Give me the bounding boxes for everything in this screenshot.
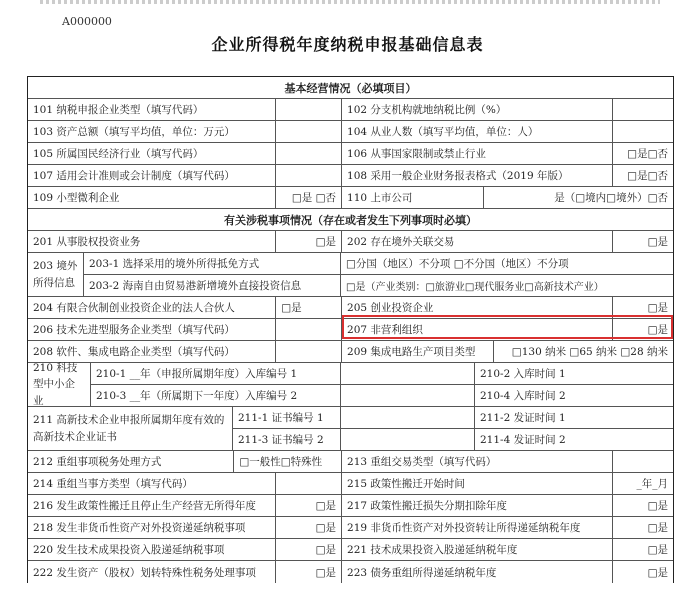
table-row bbox=[28, 231, 673, 253]
row-label: 101 纳税申报企业类型（填写代码） bbox=[28, 99, 276, 120]
row-label: 201 从事股权投资业务 bbox=[28, 231, 276, 252]
checkbox-options[interactable]: □是 bbox=[647, 522, 668, 534]
row-label: 217 政策性搬迁损失分期扣除年度 bbox=[342, 495, 613, 516]
row-label: 206 技术先进型服务企业类型（填写代码） bbox=[28, 319, 276, 340]
checkbox-options[interactable]: □分国（地区）不分项 □不分国（地区）不分项 bbox=[346, 257, 569, 270]
checkbox-options[interactable]: □是 bbox=[276, 561, 342, 583]
row-label: 107 适用会计准则或会计制度（填写代码） bbox=[28, 165, 276, 186]
table-row bbox=[28, 539, 673, 561]
row-label: 213 重组交易类型（填写代码） bbox=[342, 451, 613, 472]
row-label: 210-4 入库时间 2 bbox=[480, 389, 566, 402]
row-label: 211-4 发证时间 2 bbox=[480, 433, 566, 446]
checkbox-options[interactable]: □是□否 bbox=[627, 148, 668, 160]
row-label: 109 小型微利企业 bbox=[28, 187, 276, 208]
section-tax-header: 有关涉税事项情况（存在或者发生下列事项时必填） bbox=[28, 209, 673, 231]
document-code: A000000 bbox=[62, 15, 112, 28]
row-label: 211-3 证书编号 2 bbox=[233, 429, 341, 450]
row-value[interactable] bbox=[341, 385, 475, 406]
checkbox-options[interactable]: 是（□境内□境外）□否 bbox=[554, 192, 668, 204]
checkbox-options[interactable]: □是 bbox=[647, 324, 668, 336]
row-value[interactable] bbox=[276, 121, 342, 142]
row-label: 108 采用一般企业财务报表格式（2019 年版） bbox=[342, 165, 613, 186]
row-label: 203-2 海南自由贸易港新增境外直接投资信息 bbox=[84, 275, 341, 296]
row-label: 106 从事国家限制或禁止行业 bbox=[342, 143, 613, 164]
row-203-group bbox=[28, 253, 673, 297]
row-value[interactable] bbox=[276, 165, 342, 186]
row-label: 210-3 __年（所属期下一年度）入库编号 2 bbox=[91, 385, 341, 406]
row-label: 211 高新技术企业申报所属期年度有效的高新技术企业证书 bbox=[28, 407, 233, 450]
row-label: 218 发生非货币性资产对外投资递延纳税事项 bbox=[28, 517, 276, 538]
table-row bbox=[28, 495, 673, 517]
table-row bbox=[28, 517, 673, 539]
row-label: 216 发生政策性搬迁且停止生产经营无所得年度 bbox=[28, 495, 276, 516]
row-label: 207 非营利组织 bbox=[342, 319, 613, 340]
row-value[interactable] bbox=[276, 473, 342, 494]
table-row bbox=[28, 561, 673, 583]
row-210-group bbox=[28, 363, 673, 407]
row-label: 212 重组事项税务处理方式 bbox=[28, 451, 234, 472]
checkbox-options[interactable]: □是 bbox=[647, 500, 668, 512]
checkbox-options[interactable]: □是 bbox=[647, 236, 668, 248]
row-label: 110 上市公司 bbox=[342, 187, 484, 208]
row-label: 104 从业人数（填写平均值，单位：人） bbox=[342, 121, 613, 142]
checkbox-options[interactable]: □是 bbox=[276, 231, 342, 252]
date-field[interactable]: _年_月 bbox=[636, 478, 668, 490]
table-row bbox=[28, 451, 673, 473]
row-value[interactable] bbox=[276, 143, 342, 164]
table-row bbox=[28, 473, 673, 495]
row-value[interactable] bbox=[613, 451, 673, 472]
row-value[interactable] bbox=[341, 407, 475, 428]
row-label: 202 存在境外关联交易 bbox=[342, 231, 613, 252]
row-label: 203 境外所得信息 bbox=[28, 253, 84, 296]
checkbox-options[interactable]: □是 bbox=[276, 539, 342, 560]
checkbox-options[interactable]: □是（产业类别：□旅游业□现代服务业□高新技术产业） bbox=[346, 281, 604, 293]
row-label: 205 创业投资企业 bbox=[342, 297, 613, 318]
row-label: 219 非货币性资产对外投资转让所得递延纳税年度 bbox=[342, 517, 613, 538]
checkbox-options[interactable]: □是 bbox=[276, 517, 342, 538]
row-label: 103 资产总额（填写平均值，单位：万元） bbox=[28, 121, 276, 142]
row-value[interactable] bbox=[613, 99, 673, 120]
row-label: 215 政策性搬迁开始时间 bbox=[342, 473, 613, 494]
checkbox-options[interactable]: □是 bbox=[647, 302, 668, 314]
page-title: 企业所得税年度纳税申报基础信息表 bbox=[211, 35, 484, 54]
row-label: 204 有限合伙制创业投资企业的法人合伙人 bbox=[28, 297, 276, 318]
row-label: 210-1 __年（申报所属期年度）入库编号 1 bbox=[91, 363, 341, 384]
table-row bbox=[28, 165, 673, 187]
checkbox-options[interactable]: □是 bbox=[276, 297, 342, 318]
table-row bbox=[28, 341, 673, 363]
row-label: 222 发生资产（股权）划转特殊性税务处理事项 bbox=[28, 561, 276, 583]
checkbox-options[interactable]: □是□否 bbox=[627, 170, 668, 182]
checkbox-options[interactable]: □是 □否 bbox=[276, 187, 342, 208]
row-value[interactable] bbox=[613, 121, 673, 142]
checkbox-options[interactable]: □130 纳米 □65 纳米 □28 纳米 bbox=[511, 346, 668, 358]
highlight-box-207 bbox=[342, 315, 673, 339]
row-label: 214 重组当事方类型（填写代码） bbox=[28, 473, 276, 494]
row-label: 220 发生技术成果投资入股递延纳税事项 bbox=[28, 539, 276, 560]
section-basic-header: 基本经营情况（必填项目） bbox=[28, 77, 673, 99]
row-value[interactable] bbox=[341, 363, 475, 384]
table-row bbox=[28, 99, 673, 121]
row-label: 211-2 发证时间 1 bbox=[480, 411, 566, 424]
row-label: 210 科技型中小企业 bbox=[28, 363, 91, 406]
checkbox-options[interactable]: □一般性□特殊性 bbox=[234, 451, 342, 472]
table-row bbox=[28, 187, 673, 209]
row-label: 211-1 证书编号 1 bbox=[233, 407, 341, 428]
row-value[interactable] bbox=[341, 429, 475, 450]
checkbox-options[interactable]: □是 bbox=[647, 544, 668, 556]
row-label: 210-2 入库时间 1 bbox=[480, 367, 566, 380]
row-value[interactable] bbox=[276, 319, 342, 340]
checkbox-options[interactable]: □是 bbox=[276, 495, 342, 516]
row-label: 203-1 选择采用的境外所得抵免方式 bbox=[84, 253, 341, 274]
row-label: 223 债务重组所得递延纳税年度 bbox=[342, 561, 613, 583]
row-label: 221 技术成果投资入股递延纳税年度 bbox=[342, 539, 613, 560]
checkbox-options[interactable]: □是 bbox=[647, 566, 668, 579]
row-value[interactable] bbox=[276, 99, 342, 120]
top-dotted-line bbox=[40, 0, 660, 4]
table-row bbox=[28, 143, 673, 165]
table-row bbox=[28, 121, 673, 143]
row-label: 102 分支机构就地纳税比例（%） bbox=[342, 99, 613, 120]
row-label: 209 集成电路生产项目类型 bbox=[342, 341, 494, 362]
row-label: 208 软件、集成电路企业类型（填写代码） bbox=[28, 341, 276, 362]
row-value[interactable] bbox=[276, 341, 342, 362]
row-label: 105 所属国民经济行业（填写代码） bbox=[28, 143, 276, 164]
row-211-group bbox=[28, 407, 673, 451]
